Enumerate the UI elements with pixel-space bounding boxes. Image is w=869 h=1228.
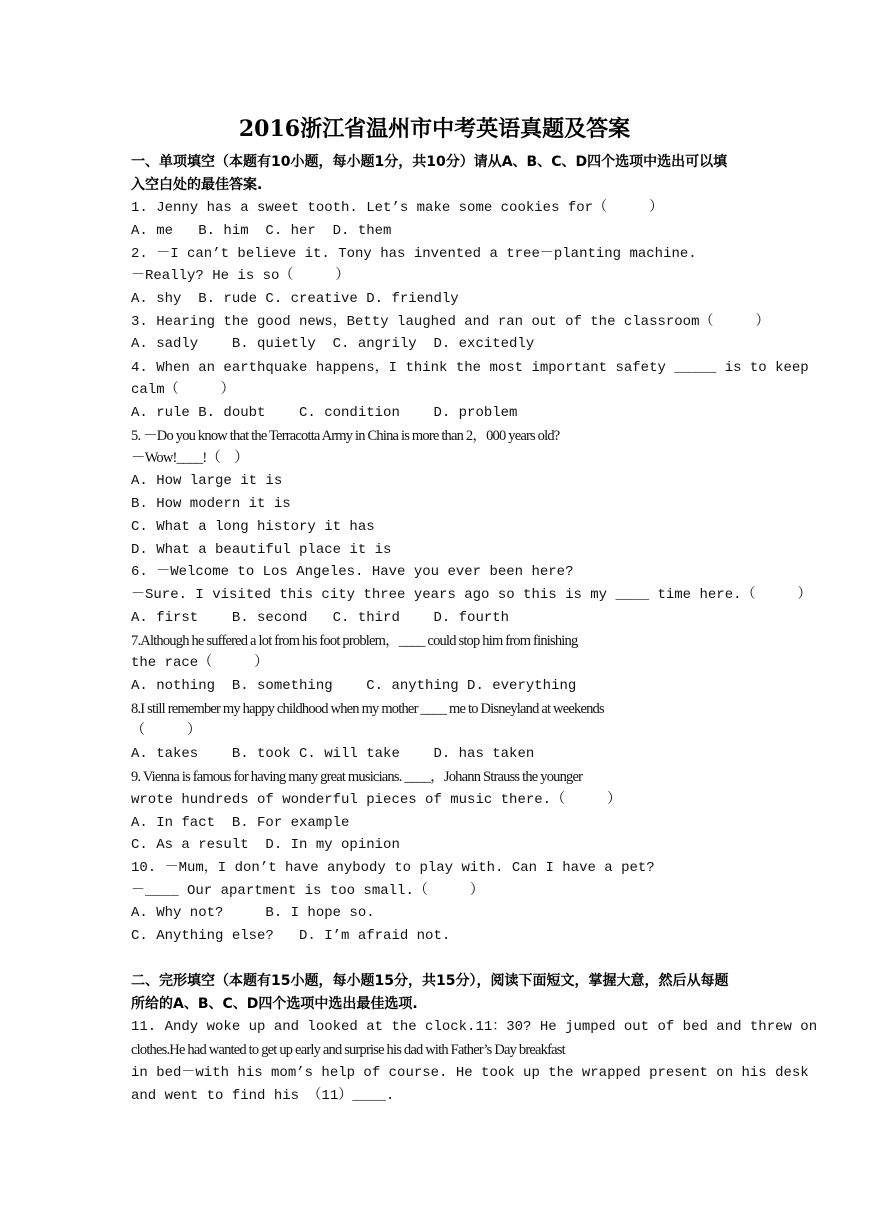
question-line: A. Why not? B. I hope so.: [131, 905, 375, 921]
question-line: －____ Our apartment is too small.（ ）: [131, 883, 484, 899]
section2-heading: 二、完形填空（本题有15小题，每小题15分，共15分），阅读下面短文，掌握大意，然后从每题所给的A、B、C、D四个选项中选出最佳选项.: [131, 973, 729, 1012]
question-line: A. In fact B. For example: [131, 815, 350, 831]
question-line: C. Anything else? D. I’m afraid not.: [131, 928, 451, 944]
passage-line: in bed－with his mom’s help of course. He took up the wrapped present on his desk: [131, 1065, 809, 1081]
question-line: 3. Hearing the good news，Betty laughed and ran out of the classroom（ ）: [131, 314, 770, 330]
question-line: －Wow!____!（ ）: [131, 450, 248, 466]
question-line: －Sure. I visited this city three years ago so this is my ____ time here.（ ）: [131, 587, 812, 603]
question-line: the race（ ）: [131, 655, 269, 671]
document-title: 2016浙江省温州市中考英语真题及答案: [238, 116, 631, 142]
question-line: A. first B. second C. third D. fourth: [131, 610, 510, 626]
question-line: －Really? He is so（ ）: [131, 268, 350, 284]
question-line: 4. When an earthquake happens，I think the most important safety _____ is to keep: [131, 360, 809, 376]
question-line: D. What a beautiful place it is: [131, 542, 392, 558]
passage-line: 11. Andy woke up and looked at the clock.11：30? He jumped out of bed and threw on: [131, 1019, 818, 1035]
question-line: （ ）: [131, 723, 202, 739]
passage-line: and went to find his （11）____.: [131, 1088, 395, 1104]
question-line: wrote hundreds of wonderful pieces of music there.（ ）: [131, 792, 622, 808]
question-line: 9. Vienna is famous for having many great musicians. ____，Johann Strauss the younger: [131, 769, 583, 785]
question-line: A. How large it is: [131, 473, 283, 489]
passage-line: clothes.He had wanted to get up early and surprise his dad with Father’s Day breakfast: [131, 1042, 565, 1058]
question-line: 10. －Mum，I don’t have anybody to play with. Can I have a pet?: [131, 860, 655, 876]
question-line: A. sadly B. quietly C. angrily D. excitedly: [131, 336, 535, 352]
question-line: calm（ ）: [131, 382, 235, 398]
question-line: 1. Jenny has a sweet tooth. Let’s make some cookies for（ ）: [131, 200, 664, 216]
question-line: C. As a result D. In my opinion: [131, 837, 400, 853]
question-line: A. rule B. doubt C. condition D. problem: [131, 405, 518, 421]
question-line: C. What a long history it has: [131, 519, 375, 535]
section1-heading: 一、单项填空（本题有10小题，每小题1分，共10分）请从A、B、C、D四个选项中选出可以填入空白处的最佳答案.: [131, 154, 728, 193]
question-line: 5. －Do you know that the Terracotta Army in China is more than 2，000 years old?: [131, 428, 560, 444]
question-line: A. nothing B. something C. anything D. everything: [131, 678, 577, 694]
question-line: A. shy B. rude C. creative D. friendly: [131, 291, 459, 307]
question-line: 2. －I can’t believe it. Tony has invented a tree－planting machine.: [131, 246, 697, 262]
question-line: 6. －Welcome to Los Angeles. Have you ever been here?: [131, 564, 574, 580]
question-line: 7.Although he suffered a lot from his foot problem，____ could stop him from finishing: [131, 633, 578, 649]
question-line: 8.I still remember my happy childhood when my mother ____ me to Disneyland at weekends: [131, 701, 604, 717]
question-line: A. takes B. took C. will take D. has taken: [131, 746, 535, 762]
question-line: A. me B. him C. her D. them: [131, 223, 392, 239]
question-line: B. How modern it is: [131, 496, 291, 512]
